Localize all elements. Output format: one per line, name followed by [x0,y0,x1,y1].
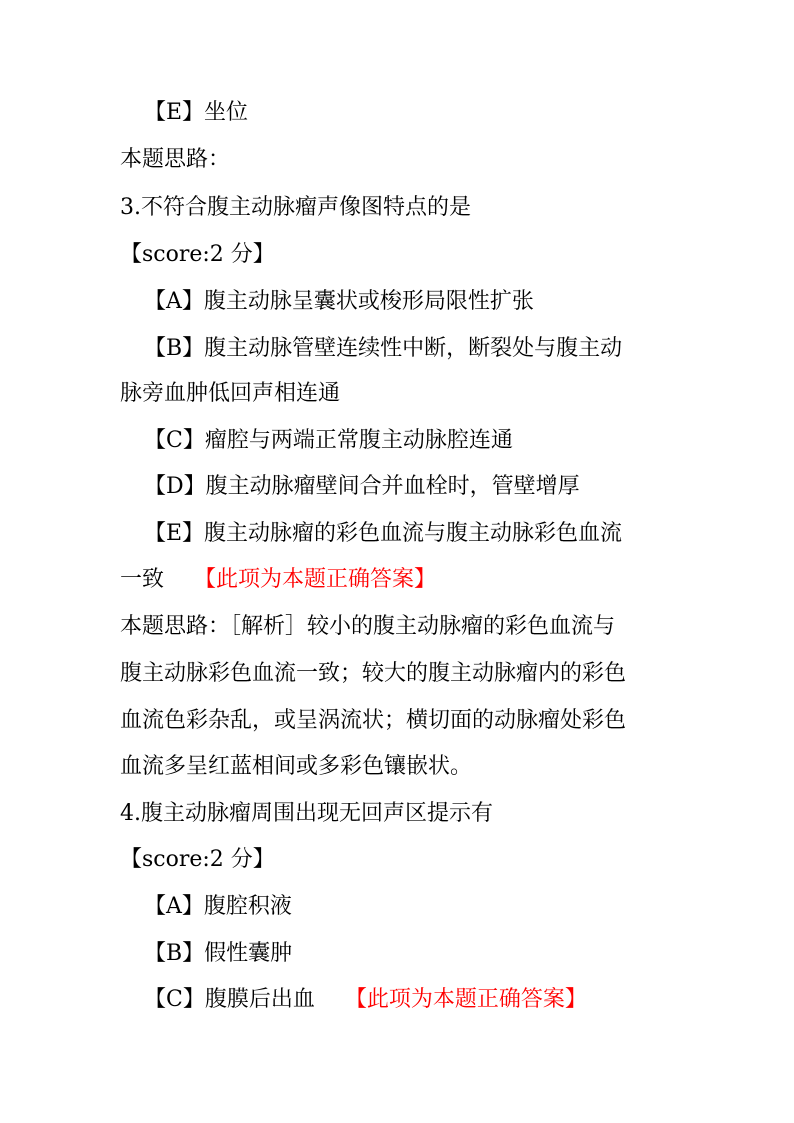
q3-analysis-line3: 血流色彩杂乱，或呈涡流状；横切面的动脉瘤处彩色 [120,708,627,733]
q3-option-a: 【A】腹主动脉呈囊状或梭形局限性扩张 [144,289,534,314]
q4-correct-answer-tag: 【此项为本题正确答案】 [344,987,587,1012]
q3-option-e-line2 [120,566,436,594]
q2-thinking-label: 本题思路： [120,147,231,172]
q3-option-b-line2: 脉旁血肿低回声相连通 [120,381,341,406]
q3-analysis-line4: 血流多呈红蓝相间或多彩色镶嵌状。 [120,754,473,779]
q4-score: 【score:2 分】 [120,847,275,872]
q3-correct-answer-tag: 【此项为本题正确答案】 [194,567,437,592]
q4-option-b: 【B】假性囊肿 [144,941,293,966]
q3-option-e-text: 一致 [120,567,165,592]
q3-analysis-line2: 腹主动脉彩色血流一致；较大的腹主动脉瘤内的彩色 [120,661,627,686]
q4-option-a: 【A】腹腔积液 [144,894,292,919]
q2-option-e: 【E】坐位 [144,100,249,125]
q4-question: 4.腹主动脉瘤周围出现无回声区提示有 [120,801,493,826]
q3-score: 【score:2 分】 [120,242,275,267]
q3-option-c: 【C】瘤腔与两端正常腹主动脉腔连通 [144,428,513,453]
q4-option-c: 【C】腹膜后出血 [144,987,315,1012]
q3-option-d: 【D】腹主动脉瘤壁间合并血栓时，管壁增厚 [144,474,580,499]
q3-analysis-line1: 本题思路：［解析］较小的腹主动脉瘤的彩色血流与 [120,614,616,639]
q3-option-e-line1: 【E】腹主动脉瘤的彩色血流与腹主动脉彩色血流 [144,521,623,546]
q4-option-c-line [144,986,587,1014]
q3-question: 3.不符合腹主动脉瘤声像图特点的是 [120,195,471,220]
q3-option-b-line1: 【B】腹主动脉管壁连续性中断，断裂处与腹主动 [144,336,623,361]
